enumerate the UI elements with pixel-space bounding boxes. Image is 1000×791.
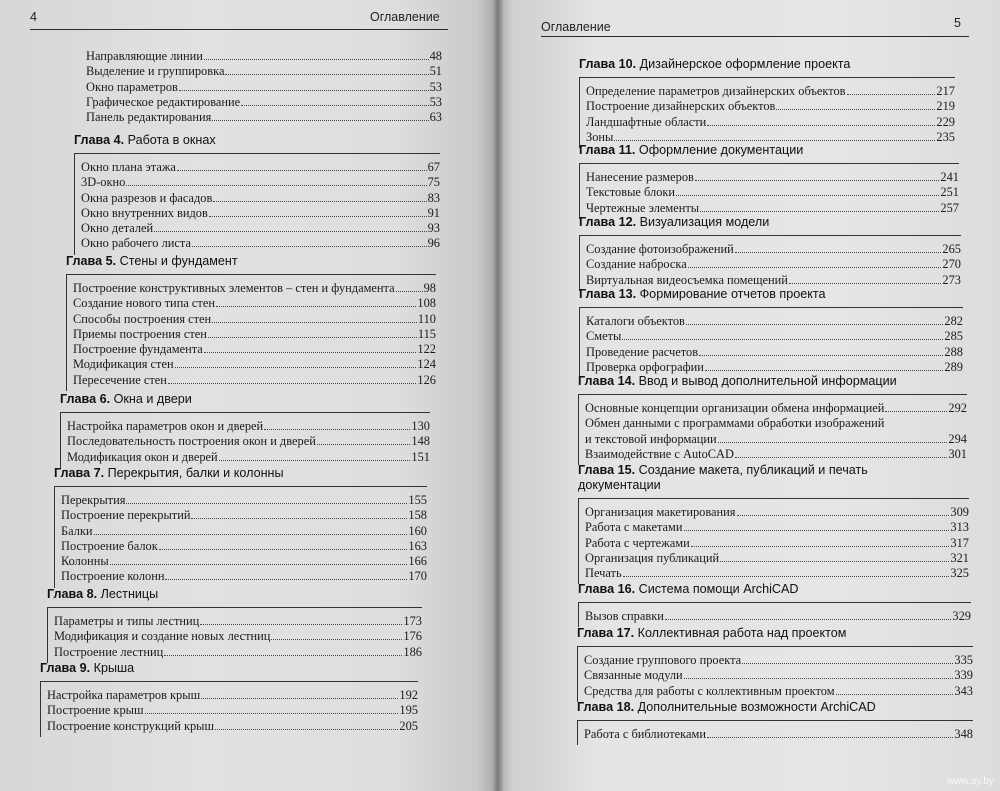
toc-entry[interactable]: Создание фотоизображений 265 xyxy=(586,242,961,256)
chapter-entries xyxy=(579,163,959,219)
toc-entry[interactable]: Работа с чертежами 317 xyxy=(585,535,969,550)
left-running-head: Оглавление xyxy=(370,10,440,24)
toc-entry[interactable]: Организация публикаций 321 xyxy=(585,550,969,565)
toc-entry[interactable]: Построение конструкций крыш 205 xyxy=(47,718,418,733)
book-gutter xyxy=(492,0,504,791)
toc-chapter-17 xyxy=(577,626,973,708)
toc-entry[interactable]: Создание наброска 270 xyxy=(586,257,961,272)
toc-entry[interactable]: 3D-окно 75 xyxy=(81,175,440,190)
toc-continued-block xyxy=(86,49,442,125)
toc-entry[interactable]: Печать 325 xyxy=(585,566,969,581)
toc-chapter-14 xyxy=(578,374,967,471)
watermark: www.ay.by xyxy=(946,776,994,787)
toc-entry[interactable]: Окно плана этажа 67 xyxy=(81,160,440,174)
toc-entry[interactable]: Построение дизайнерских объектов 219 xyxy=(586,99,955,114)
chapter-entries xyxy=(579,235,961,291)
toc-entry[interactable]: Окно параметров 53 xyxy=(86,79,442,94)
chapter-heading[interactable]: Глава 7. Перекрытия, балки и колонны xyxy=(54,466,284,480)
toc-chapter-11 xyxy=(579,143,959,225)
toc-entry[interactable]: Построение перекрытий 158 xyxy=(61,508,427,523)
toc-chapter-15 xyxy=(578,463,969,590)
chapter-entries xyxy=(47,607,422,663)
toc-entry[interactable]: Проведение расчетов 288 xyxy=(586,344,963,359)
toc-entry[interactable]: Перекрытия 155 xyxy=(61,493,427,507)
toc-entry[interactable]: Направляющие линии 48 xyxy=(86,49,442,63)
chapter-heading[interactable]: Глава 5. Стены и фундамент xyxy=(66,254,238,268)
toc-entry[interactable]: Работа с макетами 313 xyxy=(585,520,969,535)
toc-entry[interactable]: Последовательность построения окон и дверей 148 xyxy=(67,434,430,449)
toc-entry[interactable]: Построение лестниц 186 xyxy=(54,644,422,659)
toc-entry[interactable]: Модификация стен 124 xyxy=(73,357,436,372)
toc-entry[interactable]: Настройка параметров окон и дверей 130 xyxy=(67,419,430,433)
chapter-heading[interactable]: Глава 4. Работа в окнах xyxy=(74,133,216,147)
toc-chapter-12 xyxy=(579,215,961,297)
toc-entry[interactable]: Модификация окон и дверей 151 xyxy=(67,449,430,464)
toc-entry[interactable]: Настройка параметров крыш 192 xyxy=(47,688,418,702)
toc-entry[interactable]: Модификация и создание новых лестниц 176 xyxy=(54,629,422,644)
toc-entry[interactable]: Колонны 166 xyxy=(61,554,427,569)
toc-chapter-13 xyxy=(579,287,963,384)
chapter-heading[interactable]: Глава 13. Формирование отчетов проекта xyxy=(579,287,826,301)
toc-entry[interactable]: Сметы 285 xyxy=(586,329,963,344)
chapter-entries xyxy=(577,646,973,702)
toc-entry[interactable]: Окно внутренних видов 91 xyxy=(81,205,440,220)
chapter-entries xyxy=(579,77,955,148)
toc-entry[interactable]: Графическое редактирование 53 xyxy=(86,94,442,109)
toc-entry[interactable]: Построение конструктивных элементов – стен и фундамента 98 xyxy=(73,281,436,295)
toc-entry[interactable]: Создание группового проекта 335 xyxy=(584,653,973,667)
toc-entry[interactable]: Построение колонн 170 xyxy=(61,569,427,584)
toc-chapter-6 xyxy=(60,392,430,474)
toc-chapter-9 xyxy=(40,661,418,743)
chapter-heading[interactable]: Глава 6. Окна и двери xyxy=(60,392,192,406)
toc-chapter-4 xyxy=(74,133,440,261)
chapter-heading-continued: документации xyxy=(578,478,661,492)
left-page-number: 4 xyxy=(30,10,37,24)
chapter-heading[interactable]: Глава 18. Дополнительные возможности ArchiCAD xyxy=(577,700,876,714)
toc-entry[interactable]: Виртуальная видеосъемка помещений 273 xyxy=(586,272,961,287)
toc-entry[interactable]: Средства для работы с коллективным проектом 343 xyxy=(584,683,973,698)
toc-entry[interactable]: Взаимодействие с AutoCAD 301 xyxy=(585,446,967,461)
chapter-entries xyxy=(579,307,963,378)
toc-entry[interactable]: Нанесение размеров 241 xyxy=(586,170,959,184)
right-page xyxy=(497,0,1000,791)
chapter-heading[interactable]: Глава 16. Система помощи ArchiCAD xyxy=(578,582,799,596)
toc-entry[interactable]: Пересечение стен 126 xyxy=(73,372,436,387)
chapter-entries xyxy=(578,394,967,465)
header-rule xyxy=(541,36,969,37)
chapter-entries xyxy=(74,153,440,255)
toc-entry[interactable]: Организация макетирования 309 xyxy=(585,505,969,519)
chapter-entries xyxy=(66,274,436,391)
toc-entry[interactable]: Параметры и типы лестниц 173 xyxy=(54,614,422,628)
toc-entry[interactable]: Каталоги объектов 282 xyxy=(586,314,963,328)
toc-entry[interactable]: Окно рабочего листа 96 xyxy=(81,236,440,251)
toc-chapter-18 xyxy=(577,700,973,751)
toc-chapter-5 xyxy=(66,254,436,397)
toc-chapter-10 xyxy=(579,57,955,154)
toc-entry[interactable]: Ландшафтные области 229 xyxy=(586,114,955,129)
toc-entry[interactable]: Основные концепции организации обмена информацией 292 xyxy=(585,401,967,415)
toc-entry[interactable]: Построение фундамента 122 xyxy=(73,342,436,357)
toc-entry[interactable]: Определение параметров дизайнерских объектов 217 xyxy=(586,84,955,98)
toc-entry[interactable]: Окна разрезов и фасадов 83 xyxy=(81,190,440,205)
chapter-heading[interactable]: Глава 12. Визуализация модели xyxy=(579,215,770,229)
chapter-entries xyxy=(578,498,969,584)
toc-entry[interactable]: Создание нового типа стен 108 xyxy=(73,296,436,311)
toc-entry[interactable]: Зоны 235 xyxy=(586,129,955,144)
right-running-head: Оглавление xyxy=(541,20,611,34)
chapter-entries xyxy=(577,720,973,745)
toc-entry[interactable]: Связанные модули 339 xyxy=(584,668,973,683)
chapter-heading[interactable]: Глава 9. Крыша xyxy=(40,661,135,675)
toc-entry[interactable]: Обмен данными с программами обработки изображений и текстовой информации 294 xyxy=(585,416,967,446)
toc-entry[interactable]: Окно деталей 93 xyxy=(81,221,440,236)
toc-entry[interactable]: Текстовые блоки 251 xyxy=(586,185,959,200)
header-rule xyxy=(30,29,448,30)
toc-entry[interactable]: Балки 160 xyxy=(61,523,427,538)
chapter-heading[interactable]: Глава 15. Создание макета, публикаций и печать xyxy=(578,463,868,477)
toc-entry[interactable]: Построение балок 163 xyxy=(61,538,427,553)
toc-entry[interactable]: Выделение и группировка 51 xyxy=(86,64,442,79)
right-page-number: 5 xyxy=(954,16,961,30)
toc-entry[interactable]: Приемы построения стен 115 xyxy=(73,326,436,341)
toc-chapter-8 xyxy=(47,587,422,669)
chapter-heading[interactable]: Глава 8. Лестницы xyxy=(47,587,159,601)
toc-entry[interactable]: Вызов справки 329 xyxy=(585,609,971,623)
chapter-heading[interactable]: Глава 14. Ввод и вывод дополнительной информации xyxy=(578,374,897,388)
left-page xyxy=(0,0,497,791)
toc-entry[interactable]: Чертежные элементы 257 xyxy=(586,200,959,215)
chapter-entries xyxy=(40,681,418,737)
toc-chapter-7 xyxy=(54,466,427,594)
toc-entry[interactable]: Проверка орфографии 289 xyxy=(586,359,963,374)
toc-entry[interactable]: Построение крыш 195 xyxy=(47,703,418,718)
toc-entry[interactable]: Панель редактирования 63 xyxy=(86,110,442,125)
chapter-entries xyxy=(60,412,430,468)
chapter-heading[interactable]: Глава 10. Дизайнерское оформление проекта xyxy=(579,57,851,71)
toc-entry[interactable]: Способы построения стен 110 xyxy=(73,311,436,326)
chapter-heading[interactable]: Глава 11. Оформление документации xyxy=(579,143,804,157)
chapter-entries xyxy=(54,486,427,588)
toc-entry[interactable]: Работа с библиотеками 348 xyxy=(584,727,973,741)
chapter-entries xyxy=(578,602,971,627)
chapter-heading[interactable]: Глава 17. Коллективная работа над проектом xyxy=(577,626,847,640)
